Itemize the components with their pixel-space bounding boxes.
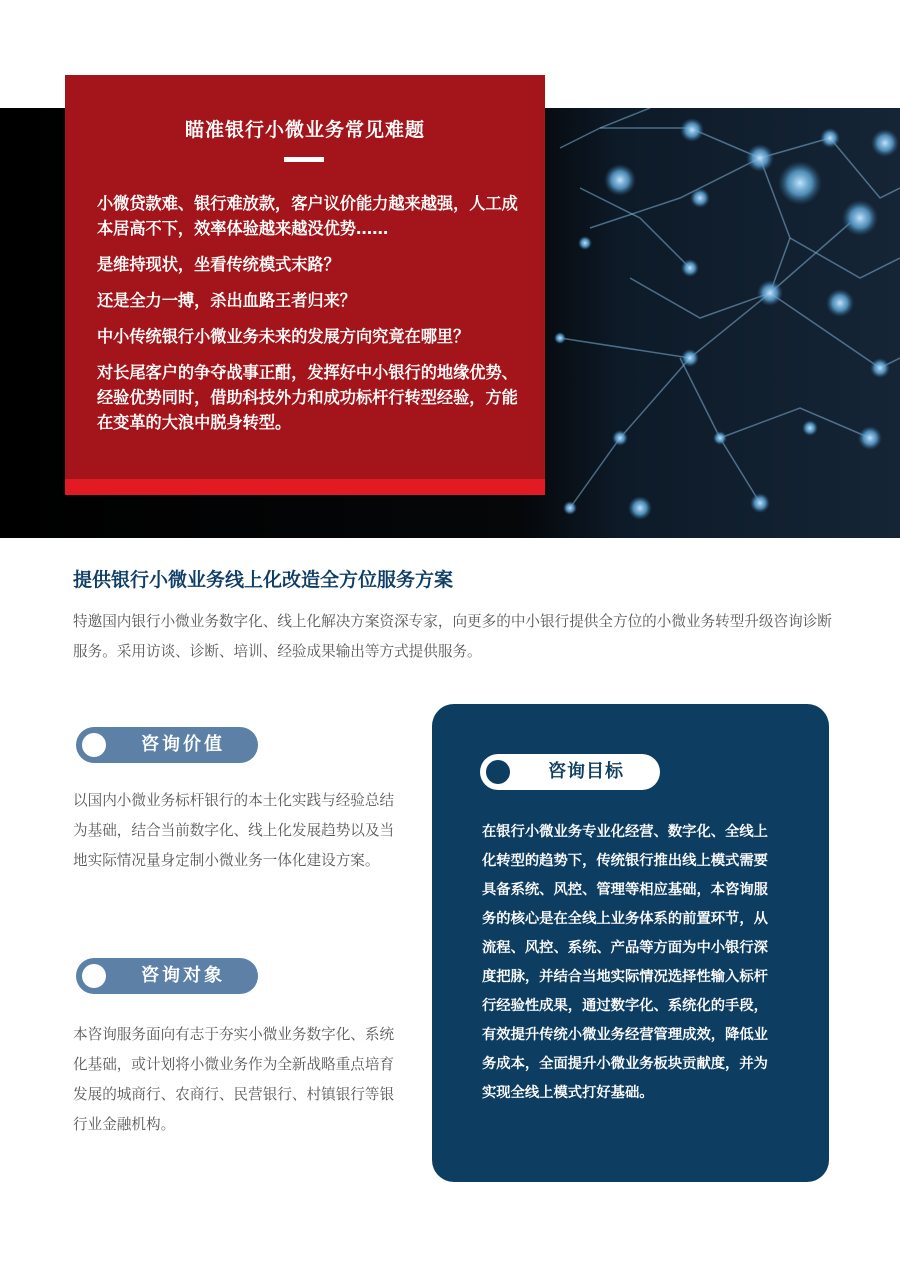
section-description: 特邀国内银行小微业务数字化、线上化解决方案资深专家，向更多的中小银行提供全方位的小微业务转型升级咨询诊断服务。采用访谈、诊断、培训、经验成果输出等方式提供服务。 (73, 613, 832, 660)
problem-paragraph: 还是全力一搏，杀出血路王者归来？ (97, 291, 356, 310)
bullet-dot-icon (486, 760, 510, 784)
section-title: 提供银行小微业务线上化改造全方位服务方案 (73, 569, 454, 591)
goal-label: 咨询目标 (548, 761, 624, 782)
bullet-dot-icon (82, 964, 106, 988)
audience-text: 本咨询服务面向有志于夯实小微业务数字化、系统化基础，或计划将小微业务作为全新战略重点培育发展的城商行、农商行、民营银行、村镇银行等银行业金融机构。 (73, 1026, 395, 1133)
value-text: 以国内小微业务标杆银行的本土化实践与经验总结为基础，结合当前数字化、线上化发展趋势以及当地实际情况量身定制小微业务一体化建设方案。 (73, 792, 395, 869)
problem-body (97, 191, 527, 446)
goal-card (432, 704, 829, 1182)
goal-text: 在银行小微业务专业化经营、数字化、全线上化转型的趋势下，传统银行推出线上模式需要具备系统、风控、管理等相应基础，本咨询服务的核心是在全线上业务体系的前置环节，从流程、风控、系统、产品等方面为中小银行深度把脉，并结合当地实际情况选择性输入标杆行经验性成果，通过数字化、系统化的手段，有效提升传统小微业务经营管理成效，降低业务成本，全面提升小微业务板块贡献度，并为实现全线上模式打好基础。 (482, 824, 768, 1101)
problem-paragraph: 对长尾客户的争夺战事正酣，发挥好中小银行的地缘优势、经验优势同时，借助科技外力和成功标杆行转型经验，方能在变革的大浪中脱身转型。 (97, 363, 518, 432)
accent-bar (65, 479, 545, 495)
problem-panel (65, 75, 545, 479)
problem-paragraph: 小微贷款难、银行难放款，客户议价能力越来越强，人工成本居高不下，效率体验越来越没优势…… (97, 194, 518, 238)
problem-paragraph: 中小传统银行小微业务未来的发展方向究竟在哪里？ (97, 327, 470, 346)
value-label: 咨询价值 (141, 734, 225, 755)
bullet-dot-icon (82, 733, 106, 757)
value-label-pill (76, 727, 258, 763)
audience-label-pill (76, 958, 258, 994)
title-divider (284, 157, 324, 162)
problem-paragraph: 是维持现状，坐看传统模式末路？ (97, 255, 340, 274)
goal-label-pill (480, 754, 660, 790)
problem-title: 瞄准银行小微业务常见难题 (184, 119, 425, 141)
audience-label: 咨询对象 (141, 965, 225, 986)
